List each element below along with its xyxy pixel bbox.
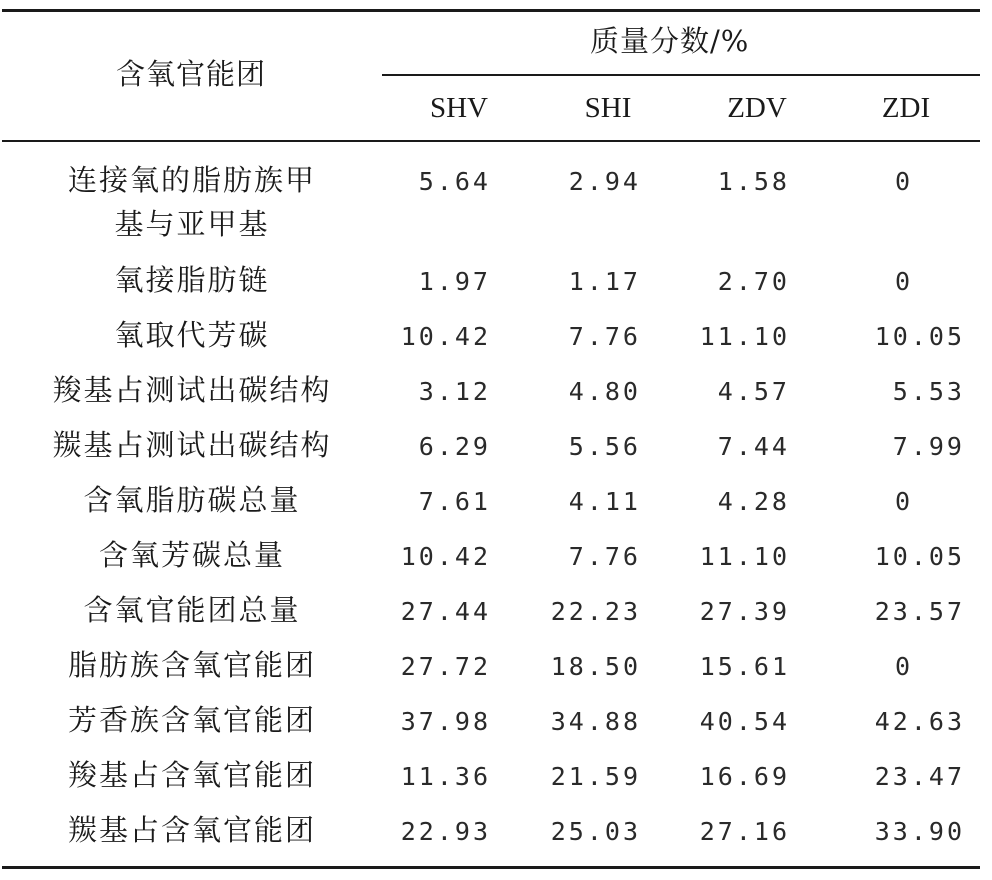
table-cell: 10.42 bbox=[400, 322, 491, 351]
table-cell: 25.03 bbox=[550, 817, 641, 846]
row-label: 氧取代芳碳 bbox=[114, 318, 270, 352]
row-label: 羧基占含氧官能团 bbox=[67, 758, 316, 792]
group-header: 含氧官能团 bbox=[116, 57, 267, 91]
table-cell: 5.64 bbox=[418, 167, 491, 196]
table-cell: 1.17 bbox=[568, 267, 641, 296]
column-header-shv: SHV bbox=[429, 92, 488, 124]
row-label: 含氧脂肪碳总量 bbox=[83, 483, 301, 517]
table-cell: 4.28 bbox=[717, 487, 790, 516]
table-cell: 37.98 bbox=[400, 707, 491, 736]
table-cell: 7.76 bbox=[568, 322, 641, 351]
top-rule bbox=[2, 9, 980, 12]
table-cell: 23.47 bbox=[874, 762, 965, 791]
row-label: 氧接脂肪链 bbox=[114, 263, 270, 297]
column-header-zdi: ZDI bbox=[881, 92, 931, 124]
table-cell: 2.70 bbox=[717, 267, 790, 296]
table-cell: 40.54 bbox=[699, 707, 790, 736]
table-cell: 27.16 bbox=[699, 817, 790, 846]
table-cell: 7.44 bbox=[717, 432, 790, 461]
table-cell: 42.63 bbox=[874, 707, 965, 736]
mass-fraction-header: 质量分数/% bbox=[590, 24, 750, 58]
table-cell: 4.57 bbox=[717, 377, 790, 406]
table-cell: 6.29 bbox=[418, 432, 491, 461]
table-cell: 0 bbox=[894, 487, 914, 516]
table-cell: 23.57 bbox=[874, 597, 965, 626]
row-label: 羰基占测试出碳结构 bbox=[52, 428, 332, 462]
table-cell: 22.93 bbox=[400, 817, 491, 846]
column-header-zdv: ZDV bbox=[727, 92, 787, 124]
table-cell: 11.36 bbox=[400, 762, 491, 791]
table-cell: 10.42 bbox=[400, 542, 491, 571]
row-label: 连接氧的脂肪族甲 bbox=[67, 163, 316, 197]
table-cell: 27.39 bbox=[699, 597, 790, 626]
row-label: 含氧芳碳总量 bbox=[98, 538, 285, 572]
table-cell: 7.99 bbox=[892, 432, 965, 461]
table-cell: 10.05 bbox=[874, 542, 965, 571]
table-cell: 4.11 bbox=[568, 487, 641, 516]
row-label: 芳香族含氧官能团 bbox=[67, 703, 316, 737]
table-cell: 10.05 bbox=[874, 322, 965, 351]
header-rule bbox=[2, 140, 980, 142]
table-cell: 16.69 bbox=[699, 762, 790, 791]
table-cell: 27.44 bbox=[400, 597, 491, 626]
table-cell: 21.59 bbox=[550, 762, 641, 791]
table-cell: 7.61 bbox=[418, 487, 491, 516]
table-cell: 4.80 bbox=[568, 377, 641, 406]
table-cell: 5.56 bbox=[568, 432, 641, 461]
row-label: 脂肪族含氧官能团 bbox=[67, 648, 316, 682]
column-header-shi: SHI bbox=[584, 92, 632, 124]
table-cell: 0 bbox=[894, 652, 914, 681]
row-label: 含氧官能团总量 bbox=[83, 593, 301, 627]
table-cell: 22.23 bbox=[550, 597, 641, 626]
table-cell: 2.94 bbox=[568, 167, 641, 196]
row-label: 基与亚甲基 bbox=[114, 207, 270, 241]
table-cell: 18.50 bbox=[550, 652, 641, 681]
table-cell: 34.88 bbox=[550, 707, 641, 736]
table-cell: 5.53 bbox=[892, 377, 965, 406]
bottom-rule bbox=[2, 866, 980, 869]
table-cell: 3.12 bbox=[418, 377, 491, 406]
table-cell: 15.61 bbox=[699, 652, 790, 681]
table-cell: 11.10 bbox=[699, 322, 790, 351]
table-cell: 1.97 bbox=[418, 267, 491, 296]
table-cell: 0 bbox=[894, 167, 914, 196]
table-cell: 0 bbox=[894, 267, 914, 296]
table-cell: 33.90 bbox=[874, 817, 965, 846]
table-cell: 7.76 bbox=[568, 542, 641, 571]
row-label: 羧基占测试出碳结构 bbox=[52, 373, 332, 407]
table-cell: 11.10 bbox=[699, 542, 790, 571]
row-label: 羰基占含氧官能团 bbox=[67, 813, 316, 847]
header-sub-rule bbox=[382, 74, 980, 76]
table-cell: 1.58 bbox=[717, 167, 790, 196]
table-cell: 27.72 bbox=[400, 652, 491, 681]
